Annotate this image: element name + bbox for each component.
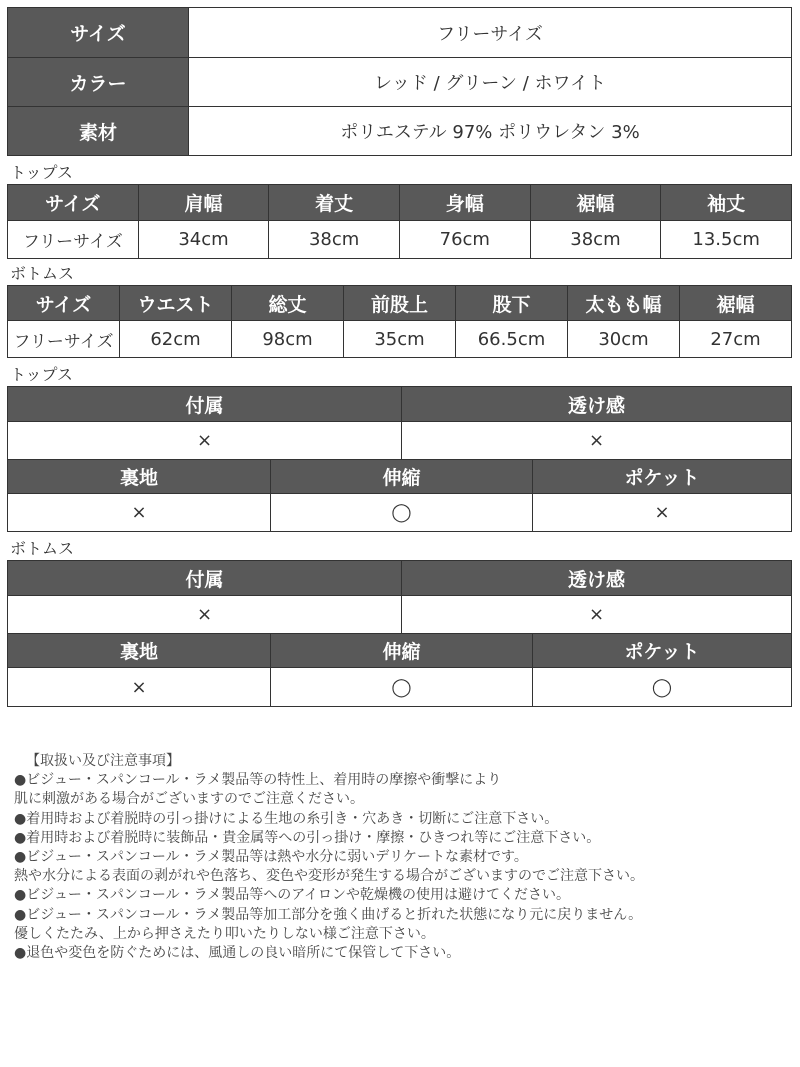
size-value: 27cm bbox=[680, 321, 792, 358]
size-header: 肩幅 bbox=[138, 185, 269, 221]
note-line: ●ビジュー・スパンコール・ラメ製品等加工部分を強く曲げると折れた状態になり元に戻りません。 bbox=[14, 906, 643, 923]
attr-value: ◯ bbox=[271, 494, 533, 532]
size-value: 35cm bbox=[344, 321, 456, 358]
bottoms-attribute-table bbox=[7, 560, 792, 707]
attr-header: ポケット bbox=[533, 460, 792, 494]
size-header: 裾幅 bbox=[530, 185, 661, 221]
spec-label: カラー bbox=[8, 58, 189, 107]
note-line: ●着用時および着脱時の引っ掛けによる生地の糸引き・穴あき・切断にご注意下さい。 bbox=[14, 810, 559, 827]
attr-header: ポケット bbox=[533, 634, 792, 668]
attr-value: ◯ bbox=[533, 668, 792, 707]
note-line: ●ビジュー・スパンコール・ラメ製品等は熱や水分に弱いデリケートな素材です。 bbox=[14, 849, 528, 866]
size-header: 股下 bbox=[456, 286, 568, 321]
note-line: 熱や水分による表面の剥がれや色落ち、変色や変形が発生する場合がございますのでご注意下さい。 bbox=[14, 868, 644, 885]
spec-value: レッド / グリーン / ホワイト bbox=[189, 58, 792, 107]
spec-label: 素材 bbox=[8, 107, 189, 156]
tops-size-table bbox=[7, 184, 792, 259]
attr-value: × bbox=[8, 596, 402, 634]
section-title-bottoms-attributes: ボトムス bbox=[10, 539, 75, 558]
note-line: 肌に刺激がある場合がございますのでご注意ください。 bbox=[14, 791, 364, 808]
attr-header: 裏地 bbox=[8, 634, 271, 668]
attr-value: × bbox=[533, 494, 792, 532]
tops-attribute-table bbox=[7, 386, 792, 532]
spec-value: フリーサイズ bbox=[189, 8, 792, 58]
size-value: 13.5cm bbox=[661, 221, 792, 259]
spec-table bbox=[7, 7, 792, 156]
attr-header: 付属 bbox=[8, 387, 402, 422]
size-value: 76cm bbox=[399, 221, 530, 259]
size-header: 太もも幅 bbox=[568, 286, 680, 321]
section-title-tops-attributes: トップス bbox=[10, 365, 73, 384]
spec-value: ポリエステル 97% ポリウレタン 3% bbox=[189, 107, 792, 156]
attr-value: × bbox=[8, 494, 271, 532]
note-line: ●着用時および着脱時に装飾品・貴金属等への引っ掛け・摩擦・ひきつれ等にご注意下さい。 bbox=[14, 829, 601, 846]
attr-header: 透け感 bbox=[402, 387, 792, 422]
size-value: 66.5cm bbox=[456, 321, 568, 358]
attr-value: × bbox=[402, 596, 792, 634]
attr-header: 透け感 bbox=[402, 561, 792, 596]
size-header: 身幅 bbox=[399, 185, 530, 221]
size-header: 前股上 bbox=[344, 286, 456, 321]
size-value: 34cm bbox=[138, 221, 269, 259]
attr-header: 裏地 bbox=[8, 460, 271, 494]
attr-header: 付属 bbox=[8, 561, 402, 596]
note-line: ●ビジュー・スパンコール・ラメ製品等へのアイロンや乾燥機の使用は避けてください。 bbox=[14, 887, 570, 904]
size-value: フリーサイズ bbox=[8, 221, 139, 259]
attr-value: × bbox=[8, 422, 402, 460]
size-header: 総丈 bbox=[232, 286, 344, 321]
attr-header: 伸縮 bbox=[271, 634, 533, 668]
size-value: 38cm bbox=[530, 221, 661, 259]
size-header: ウエスト bbox=[120, 286, 232, 321]
attr-value: × bbox=[402, 422, 792, 460]
size-value: フリーサイズ bbox=[8, 321, 120, 358]
attr-header: 伸縮 bbox=[271, 460, 533, 494]
note-line: 優しくたたみ、上から押さえたり叩いたりしない様ご注意下さい。 bbox=[14, 925, 435, 942]
size-header: サイズ bbox=[8, 185, 139, 221]
care-notes bbox=[14, 752, 644, 963]
attr-value: ◯ bbox=[271, 668, 533, 707]
section-title-tops: トップス bbox=[10, 163, 73, 182]
size-header: サイズ bbox=[8, 286, 120, 321]
size-value: 38cm bbox=[269, 221, 400, 259]
size-header: 裾幅 bbox=[680, 286, 792, 321]
note-line: ●退色や変色を防ぐためには、風通しの良い暗所にて保管して下さい。 bbox=[14, 945, 461, 962]
section-title-bottoms: ボトムス bbox=[10, 264, 75, 283]
attr-value: × bbox=[8, 668, 271, 707]
size-value: 62cm bbox=[120, 321, 232, 358]
bottoms-size-table bbox=[7, 285, 792, 358]
size-value: 30cm bbox=[568, 321, 680, 358]
note-line: ●ビジュー・スパンコール・ラメ製品等の特性上、着用時の摩擦や衝撃により bbox=[14, 772, 502, 789]
notes-title: 【取扱い及び注意事項】 bbox=[26, 753, 180, 769]
size-value: 98cm bbox=[232, 321, 344, 358]
spec-label: サイズ bbox=[8, 8, 189, 58]
size-header: 袖丈 bbox=[661, 185, 792, 221]
size-header: 着丈 bbox=[269, 185, 400, 221]
